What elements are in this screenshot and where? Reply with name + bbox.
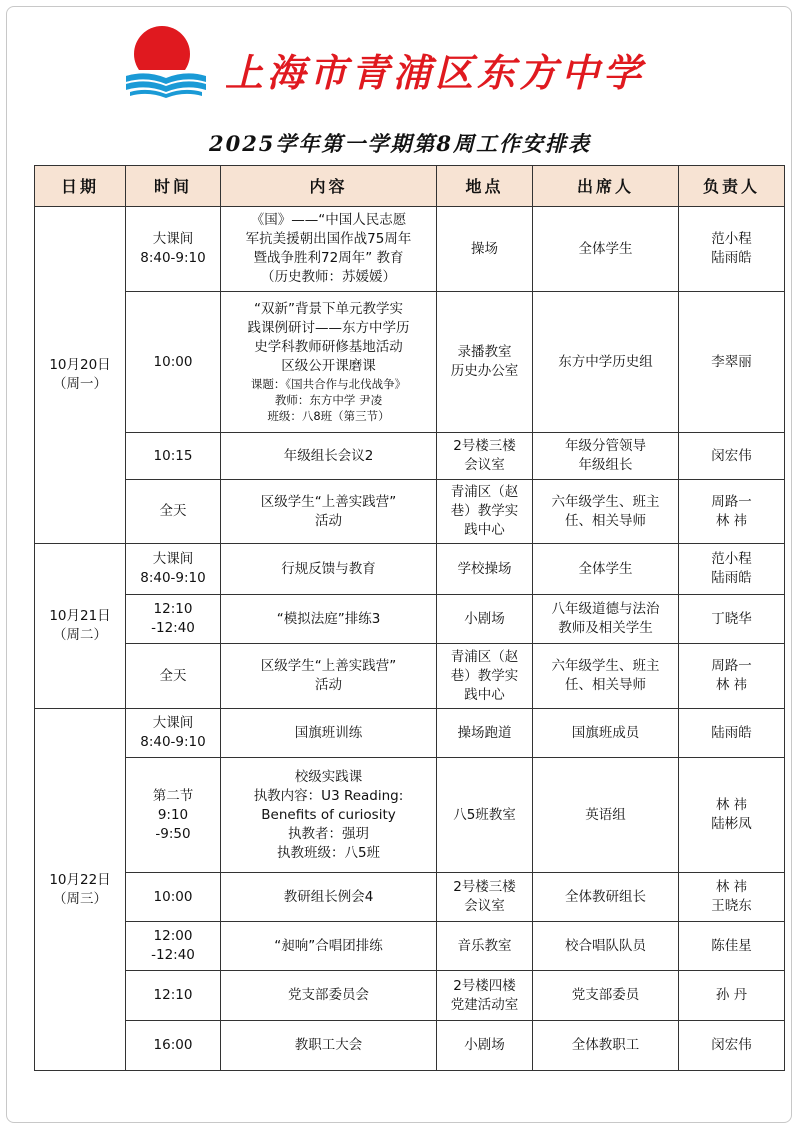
place-cell [437,292,533,433]
cell-line: -12:40 [151,620,195,636]
cell-line: 执教者：强玥 [288,825,369,842]
attendees-cell [533,873,679,922]
table-row [35,709,785,758]
table-row [35,922,785,971]
cell-line: 孙 丹 [715,987,748,1003]
content-cell [221,1021,437,1071]
cell-line: 历史办公室 [450,363,519,379]
cell-line: 全体学生 [578,240,633,257]
cell-line: 12:00 [153,928,193,944]
cell-line: 陆雨皓 [711,724,752,741]
place-cell [437,971,533,1021]
table-row [35,644,785,709]
owner-cell [679,595,785,644]
table-row [35,433,785,480]
owner-cell [679,873,785,922]
owner-cell [679,544,785,595]
owner-cell [679,1021,785,1071]
content-cell [221,480,437,544]
cell-line: 八年级道德与法治 [551,601,660,617]
owner-cell [679,433,785,480]
cell-line: 丁晓华 [711,610,752,627]
time-cell [126,207,221,292]
cell-line: 闵宏伟 [711,447,752,464]
cell-line: 10:00 [153,353,193,370]
attendees-cell [533,922,679,971]
cell-line: 党支部委员会 [288,987,369,1003]
attendees-cell [533,544,679,595]
table-row [35,873,785,922]
attendees-cell [533,292,679,433]
document-title: 2025学年第一学期第8周工作安排表 [208,131,592,156]
cell-line: 年级组长 [578,457,633,473]
cell-line: 党支部委员 [571,987,640,1003]
content-cell [221,207,437,292]
place-cell [437,922,533,971]
place-cell [437,207,533,292]
cell-line: 巷）教学实 [450,667,519,684]
time-cell [126,1021,221,1071]
attendees-cell [533,644,679,709]
cell-line: 9:10 [157,806,189,823]
cell-line: 军抗美援朝出国作战75周年 [245,231,412,247]
place-cell [437,544,533,595]
cell-line: 10:15 [153,447,193,464]
time-cell [126,758,221,873]
cell-line: （周一） [53,376,107,392]
time-cell [126,922,221,971]
owner-cell [679,922,785,971]
owner-cell [679,758,785,873]
owner-cell [679,644,785,709]
attendees-cell [533,207,679,292]
attendees-cell [533,709,679,758]
cell-line: 操场跑道 [457,724,512,741]
content-cell [221,433,437,480]
attendees-cell [533,971,679,1021]
cell-line: 操场 [471,240,498,257]
content-cell [221,971,437,1021]
cell-line: 林 祎 [715,797,748,813]
time-cell [126,709,221,758]
cell-line: Benefits of curiosity [261,806,396,823]
time-cell [126,873,221,922]
cell-line: -9:50 [155,825,191,842]
cell-line: 陆雨皓 [711,250,752,266]
table-row [35,971,785,1021]
cell-line: 全体教职工 [571,1037,640,1053]
cell-line: 《国》——“中国人民志愿 [250,212,407,228]
cell-line: 暨战争胜利72周年” 教育 [253,250,404,266]
cell-line: 陈佳星 [711,937,752,954]
cell-line: 10月21日 [49,608,111,624]
content-cell [221,709,437,758]
date-cell [35,544,126,709]
cell-line: 校合唱队队员 [565,937,646,954]
cell-line: 校级实践课 [294,768,363,785]
cell-line: 林 祎 [715,879,748,895]
cell-line: （历史教师：苏媛媛） [261,269,396,285]
cell-line: 全体学生 [578,560,633,577]
cell-line: 青浦区（赵 [450,484,519,500]
cell-line: 八5班教室 [453,806,516,823]
content-cell [221,922,437,971]
table-row [35,480,785,544]
place-cell [437,644,533,709]
cell-line: 教师及相关学生 [558,620,653,636]
owner-cell [679,480,785,544]
column-header-content: 内容 [221,166,437,207]
cell-line: 大课间 [152,715,194,731]
place-cell [437,709,533,758]
attendees-cell [533,1021,679,1071]
attendees-cell [533,595,679,644]
owner-cell [679,292,785,433]
cell-line: 区级学生“上善实践营” [260,658,397,674]
cell-line: 年级组长会议2 [283,447,374,464]
content-cell [221,873,437,922]
cell-line: 六年级学生、班主 [551,658,660,674]
table-row [35,595,785,644]
time-cell [126,433,221,480]
cell-line: 英语组 [585,806,626,823]
cell-line: “模拟法庭”排练3 [276,610,381,627]
cell-line: 16:00 [153,1037,193,1053]
cell-line: 践中心 [464,522,505,538]
content-cell [221,595,437,644]
date-cell [35,207,126,544]
cell-line: 陆雨皓 [711,570,752,586]
cell-line: 行规反馈与教育 [281,560,376,577]
cell-line: 全体教研组长 [565,888,646,905]
cell-line: 林 祎 [715,512,748,529]
table-row [35,207,785,292]
cell-line: 任、相关导师 [565,512,646,529]
place-cell [437,1021,533,1071]
cell-line: 王晓东 [711,898,752,914]
cell-line: 范小程 [711,231,752,247]
cell-line: 李翠丽 [711,353,752,370]
column-header-place: 地点 [437,166,533,207]
content-cell [221,758,437,873]
content-cell [221,292,437,433]
cell-line: 区级学生“上善实践营” [260,493,397,510]
time-cell [126,292,221,433]
cell-line: 范小程 [711,551,752,567]
cell-line: 陆彬凤 [711,816,752,832]
cell-line: 12:10 [153,987,193,1003]
cell-line: 2号楼四楼 [453,977,516,994]
cell-line: 教职工大会 [294,1037,363,1053]
cell-line: 年级分管领导 [565,438,646,454]
cell-line: 党建活动室 [450,996,519,1013]
owner-cell [679,709,785,758]
school-name: 上海市青浦区东方中学 [225,50,646,95]
attendees-cell [533,480,679,544]
cell-line: -12:40 [151,947,195,963]
table-row [35,544,785,595]
time-cell [126,971,221,1021]
cell-line: 执教班级：八5班 [276,844,381,861]
cell-line: 会议室 [464,898,505,914]
cell-line: 周路一 [711,493,752,510]
cell-line: 巷）教学实 [450,503,519,519]
cell-line: 林 祎 [715,677,748,693]
schedule-table [34,165,785,1071]
cell-line: 区级公开课磨课 [281,358,376,374]
cell-line: 8:40-9:10 [140,570,206,586]
column-header-time: 时间 [126,166,221,207]
column-header-attendees: 出席人 [533,166,679,207]
owner-cell [679,971,785,1021]
cell-line: 2号楼三楼 [453,879,516,895]
cell-line: 东方中学历史组 [558,353,653,370]
cell-line: 闵宏伟 [711,1037,752,1053]
cell-line: 2号楼三楼 [453,438,516,454]
cell-line: 10月20日 [49,357,111,373]
school-logo [120,20,215,100]
cell-line: 班级：八8班（第三节） [267,409,390,423]
cell-line: 周路一 [711,658,752,674]
cell-line: 活动 [315,512,342,529]
time-cell [126,644,221,709]
table-row [35,292,785,433]
cell-line: 全天 [159,503,187,519]
cell-line: 大课间 [152,551,194,567]
cell-line: 执教内容：U3 Reading: [253,787,404,804]
time-cell [126,595,221,644]
owner-cell [679,207,785,292]
cell-line: 小剧场 [464,1037,505,1053]
table-header-row [35,166,785,207]
cell-line: 教师：东方中学 尹凌 [274,393,383,407]
cell-line: 录播教室 [457,344,512,360]
place-cell [437,873,533,922]
cell-line: 小剧场 [464,610,505,627]
cell-line: 10:00 [153,888,193,905]
time-cell [126,480,221,544]
cell-line: 教研组长例会4 [283,888,374,905]
cell-line: 史学科教师研修基地活动 [254,339,403,355]
content-cell [221,644,437,709]
column-header-owner: 负责人 [679,166,785,207]
cell-line: “昶响”合唱团排练 [274,937,383,954]
place-cell [437,480,533,544]
cell-line: 践课例研讨——东方中学历 [247,320,410,336]
date-cell [35,709,126,1071]
table-row [35,758,785,873]
schedule-body [35,207,785,1071]
attendees-cell [533,758,679,873]
cell-line: 12:10 [153,601,193,617]
time-cell [126,544,221,595]
cell-line: 学校操场 [457,560,512,577]
place-cell [437,433,533,480]
cell-line: （周三） [53,890,107,907]
table-row [35,1021,785,1071]
cell-line: （周二） [53,627,107,643]
content-cell [221,544,437,595]
place-cell [437,595,533,644]
place-cell [437,758,533,873]
cell-line: 会议室 [464,457,505,473]
cell-line: 8:40-9:10 [140,250,206,266]
cell-line: 国旗班成员 [571,724,640,741]
cell-line: 国旗班训练 [294,724,363,741]
cell-line: “双新”背景下单元教学实 [254,301,403,317]
page-header [120,20,680,100]
column-header-date: 日期 [35,166,126,207]
cell-line: 课题：《国共合作与北伐战争》 [250,377,407,391]
attendees-cell [533,433,679,480]
cell-line: 大课间 [152,231,194,247]
cell-line: 全天 [159,667,187,684]
cell-line: 第二节 [152,787,194,804]
cell-line: 践中心 [464,686,505,703]
cell-line: 任、相关导师 [565,677,646,693]
cell-line: 10月22日 [49,871,111,888]
cell-line: 8:40-9:10 [140,734,206,750]
cell-line: 六年级学生、班主 [551,493,660,510]
cell-line: 青浦区（赵 [450,648,519,665]
cell-line: 音乐教室 [457,937,512,954]
cell-line: 活动 [315,677,342,693]
